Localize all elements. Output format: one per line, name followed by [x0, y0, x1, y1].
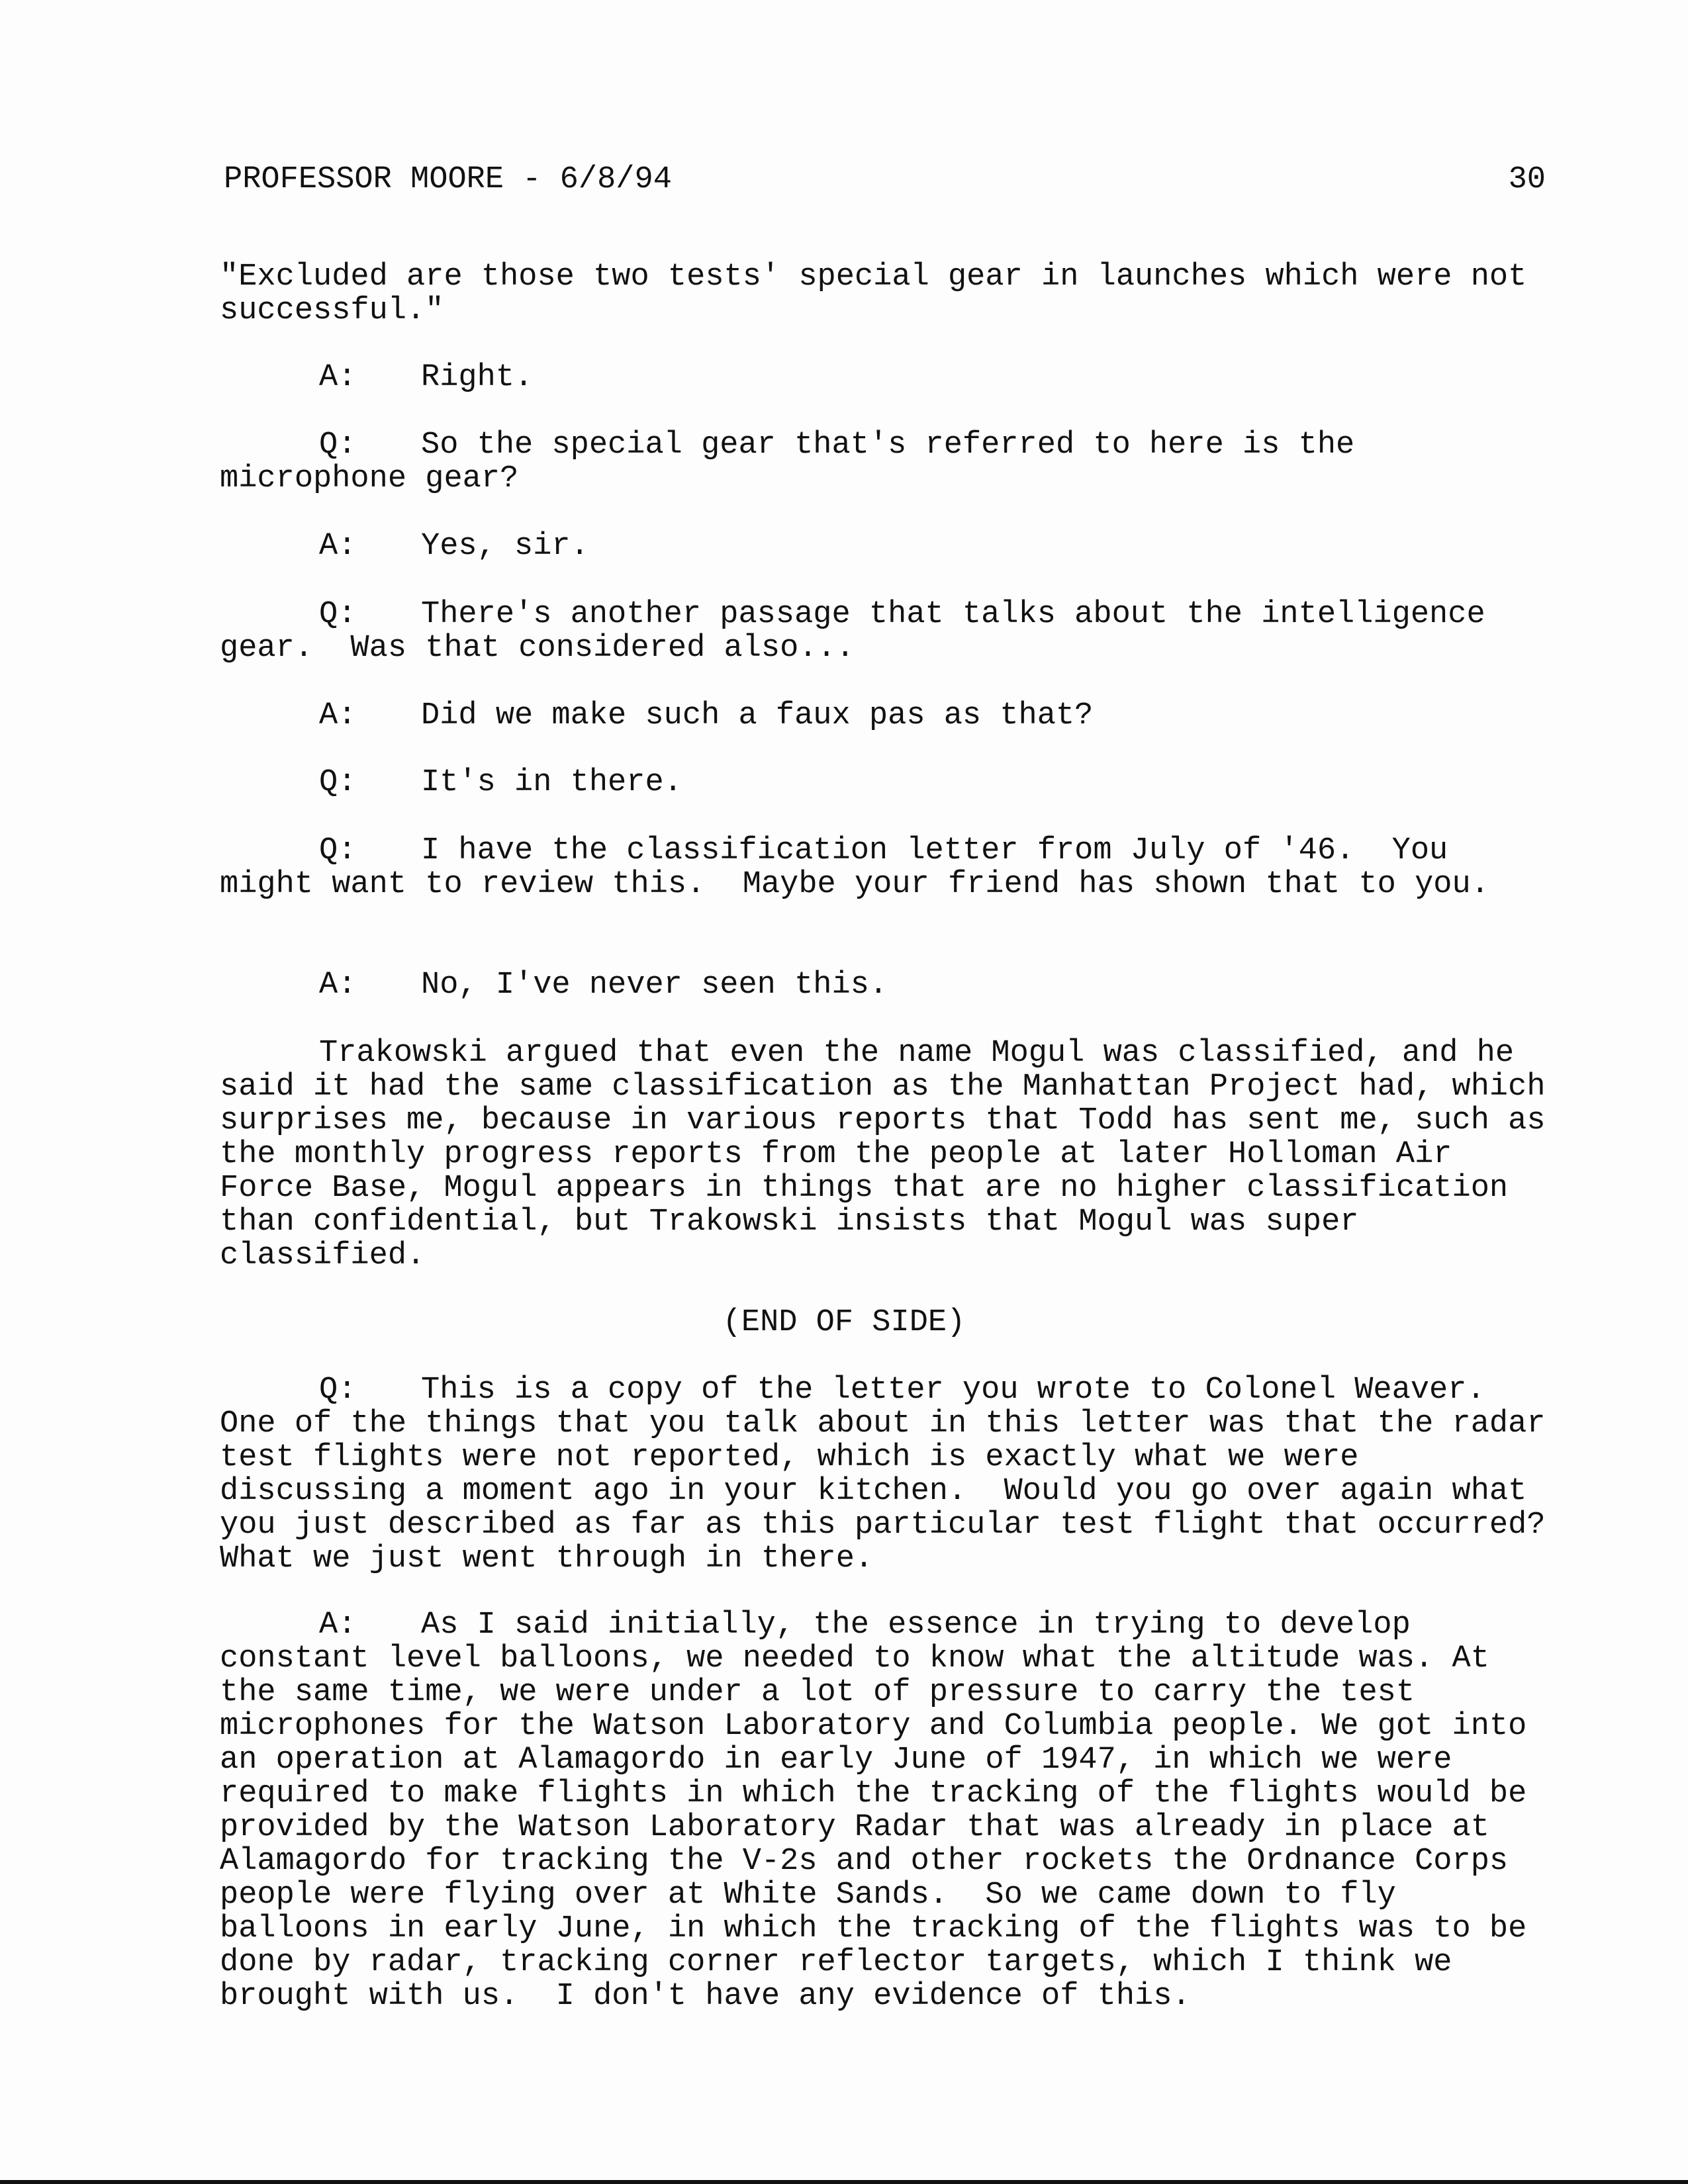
page-number: 30	[1508, 162, 1546, 197]
transcript-text: Yes, sir.	[421, 529, 589, 564]
speaker-label: Q:	[319, 428, 357, 463]
transcript-text: Did we make such a faux pas as that?	[421, 698, 1094, 733]
end-of-side-marker: (END OF SIDE)	[722, 1305, 966, 1340]
transcript-text: It's in there.	[421, 765, 682, 800]
transcript-line	[220, 598, 1550, 665]
page-header	[224, 163, 1546, 197]
quote-paragraph: "Excluded are those two tests' special gear in launches which were not successful."	[220, 259, 1546, 328]
transcript-line	[220, 428, 1550, 496]
transcript-text: Trakowski argued that even the name Mogul was classified, and he said it had the same classification as the Manhattan Project had, which surprises me, because in various reports that Todd has sent me, such as the monthly progress reports from the people at later Holloman Air Force Base, Mogul appears in things that are no higher classification than confidential, but Trakowski insists that Mogul was super classified.	[220, 1036, 1564, 1273]
transcript-text: This is a copy of the letter you wrote to Colonel Weaver. One of the things that you talk about in this letter was that the radar test flights were not reported, which is exactly what we were discussing a moment ago in your kitchen. Would you go over again what you just described as far as this particular test flight that occurred? What we just went through in there.	[220, 1373, 1583, 1576]
transcript-line	[220, 1608, 1550, 2013]
transcript-text: So the special gear that's referred to here is the microphone gear?	[220, 428, 1374, 496]
speaker-label: A:	[319, 360, 357, 395]
speaker-label: A:	[319, 698, 357, 733]
transcript-line	[220, 361, 1550, 394]
speaker-label: A:	[319, 968, 357, 1003]
transcript-text: I have the classification letter from July of '46. You might want to review this. Maybe your friend has shown that to you.	[220, 833, 1489, 902]
transcript-line	[220, 699, 1550, 733]
speaker-label: Q:	[319, 765, 357, 800]
transcript-text: Right.	[421, 360, 534, 395]
speaker-label: A:	[319, 1608, 357, 1643]
transcript-line	[220, 1373, 1583, 1576]
scan-bottom-edge	[0, 2180, 1688, 2184]
transcript-text: No, I've never seen this.	[421, 968, 888, 1003]
transcript-line	[220, 766, 1550, 799]
speaker-label: Q:	[319, 833, 357, 868]
transcript-text: As I said initially, the essence in trying to develop constant level balloons, we needed to know what the altitude was. At the same time, we were under a lot of pressure to carry the test microphones for the Watson Laboratory and Columbia people. We got into an operation at Alamagordo in early June of 1947, in which we were required to make flights in which the tracking of the flights would be provided by the Watson Laboratory Radar that was already in place at Alamagordo for tracking the V-2s and other rockets the Ordnance Corps people were flying over at White Sands. So we came down to fly balloons in early June, in which the tracking of the flights was to be done by radar, tracking corner reflector targets, which I think we brought with us. I don't have any evidence of this.	[220, 1608, 1546, 2014]
transcript-line	[220, 529, 1550, 563]
speaker-label: Q:	[319, 597, 357, 632]
speaker-label: Q:	[319, 1373, 357, 1408]
narrative-paragraph	[220, 1036, 1564, 1273]
speaker-label: A:	[319, 529, 357, 564]
header-title: PROFESSOR MOORE - 6/8/94	[224, 162, 672, 197]
transcript-line	[220, 968, 1550, 1002]
transcript-line	[220, 834, 1550, 901]
transcript-text: There's another passage that talks about the intelligence gear. Was that considered also...	[220, 597, 1504, 666]
